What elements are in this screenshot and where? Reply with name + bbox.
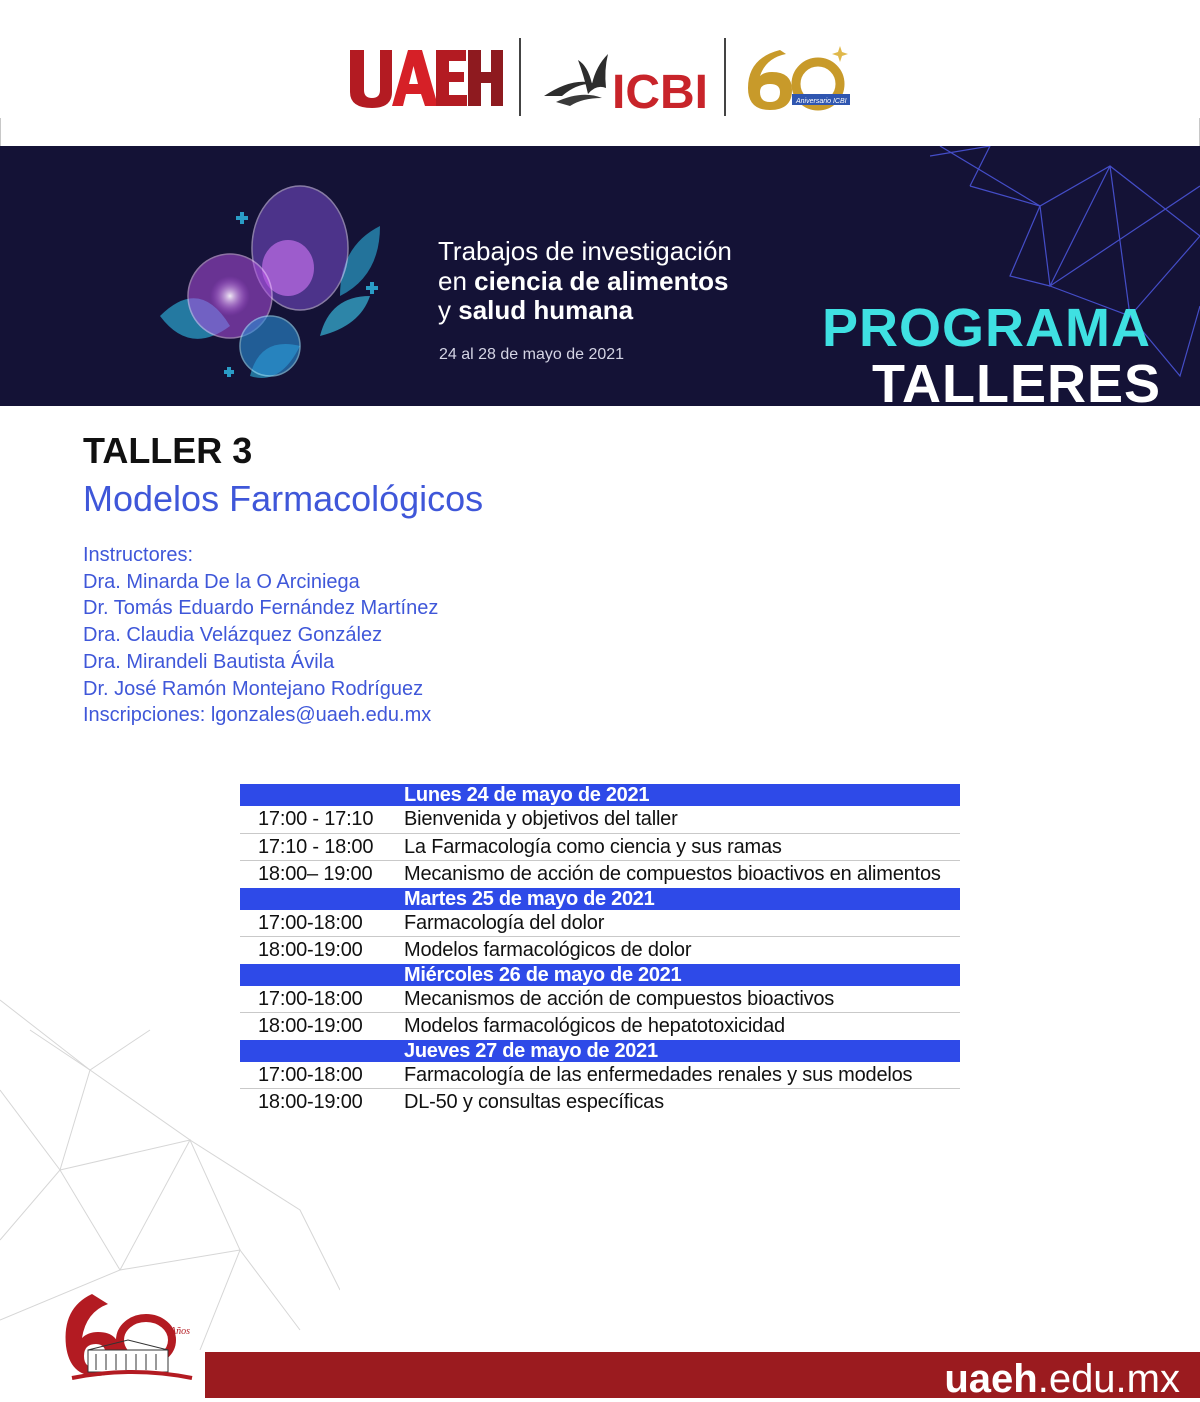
instructor-item: Dra. Mirandeli Bautista Ávila [83, 650, 335, 673]
workshop-title: Modelos Farmacológicos [83, 478, 484, 519]
svg-text:Años: Años [170, 1326, 190, 1337]
url-bold: uaeh [944, 1357, 1038, 1401]
instructor-list [83, 542, 438, 729]
session-activity: Bienvenida y objetivos del taller [404, 808, 678, 830]
session-time: 17:00-18:00 [258, 987, 363, 1010]
schedule-row [240, 986, 960, 1014]
day-header: Jueves 27 de mayo de 2021 [240, 1040, 960, 1062]
workshop-number: TALLER 3 [83, 430, 253, 471]
banner-programa: PROGRAMA [822, 298, 1151, 358]
banner-title-line3 [438, 295, 633, 325]
instructor-item: Dra. Claudia Velázquez González [83, 624, 383, 647]
session-activity: Mecanismo de acción de compuestos bioactivos en alimentos [404, 863, 941, 885]
session-activity: La Farmacología como ciencia y sus ramas [404, 835, 782, 858]
schedule-row [240, 834, 960, 862]
url-rest: .edu.mx [1037, 1357, 1180, 1401]
svg-text:ICBI: ICBI [612, 66, 708, 116]
instructor-item: Dra. Minarda De la O Arciniega [83, 570, 360, 593]
banner-line2-prefix: en [438, 266, 475, 296]
sixty-years-uaeh-logo [58, 1288, 198, 1388]
session-time: 17:00 - 17:10 [258, 808, 374, 830]
session-time: 17:00-18:00 [258, 1063, 363, 1086]
logo-header [0, 0, 1200, 146]
day-header: Martes 25 de mayo de 2021 [240, 888, 960, 910]
day-header: Lunes 24 de mayo de 2021 [240, 784, 960, 806]
session-time: 18:00-19:00 [258, 1091, 363, 1113]
uaeh-logo [346, 44, 506, 112]
instructor-item: Dr. José Ramón Montejano Rodríguez [83, 677, 424, 700]
session-time: 17:10 - 18:00 [258, 835, 374, 858]
session-activity: Farmacología de las enfermedades renales y sus modelos [404, 1063, 913, 1086]
session-time: 18:00– 19:00 [258, 863, 373, 885]
schedule-table [240, 784, 960, 1116]
schedule-row [240, 806, 960, 834]
session-time: 17:00-18:00 [258, 911, 363, 934]
schedule-row [240, 1089, 960, 1116]
frame-edge-left [0, 118, 1, 146]
session-time: 18:00-19:00 [258, 939, 363, 961]
schedule-row [240, 910, 960, 938]
logo-separator [519, 38, 521, 116]
schedule-row [240, 1062, 960, 1090]
sixty-anniversary-icbi-logo [740, 40, 856, 116]
session-activity: Modelos farmacológicos de hepatotoxicidad [404, 1015, 785, 1037]
banner-line2-bold: ciencia de alimentos [474, 266, 729, 296]
banner-line3-prefix: y [438, 295, 459, 325]
session-activity: Mecanismos de acción de compuestos bioactivos [404, 987, 835, 1010]
session-activity: Farmacología del dolor [404, 911, 605, 934]
website-url[interactable] [944, 1356, 1180, 1402]
event-banner [0, 146, 1200, 406]
schedule-row [240, 861, 960, 888]
banner-talleres: TALLERES [872, 354, 1161, 406]
logo-separator [724, 38, 726, 116]
instructors-label: Instructores: [83, 544, 194, 566]
banner-title-line1: Trabajos de investigación [438, 236, 732, 266]
svg-text:Aniversario ICBI: Aniversario ICBI [796, 98, 847, 105]
registration-contact: Inscripciones: lgonzales@uaeh.edu.mx [83, 704, 432, 727]
session-activity: DL-50 y consultas específicas [404, 1091, 664, 1113]
fruit-illustration [140, 176, 390, 396]
banner-date: 24 al 28 de mayo de 2021 [439, 346, 625, 363]
schedule-row [240, 937, 960, 964]
day-header: Miércoles 26 de mayo de 2021 [240, 964, 960, 986]
session-time: 18:00-19:00 [258, 1015, 363, 1037]
schedule-row [240, 1013, 960, 1040]
banner-title-line2 [438, 266, 728, 296]
session-activity: Modelos farmacológicos de dolor [404, 939, 692, 961]
icbi-logo [538, 42, 713, 116]
banner-line3-bold: salud humana [458, 295, 634, 325]
instructor-item: Dr. Tomás Eduardo Fernández Martínez [83, 597, 439, 620]
